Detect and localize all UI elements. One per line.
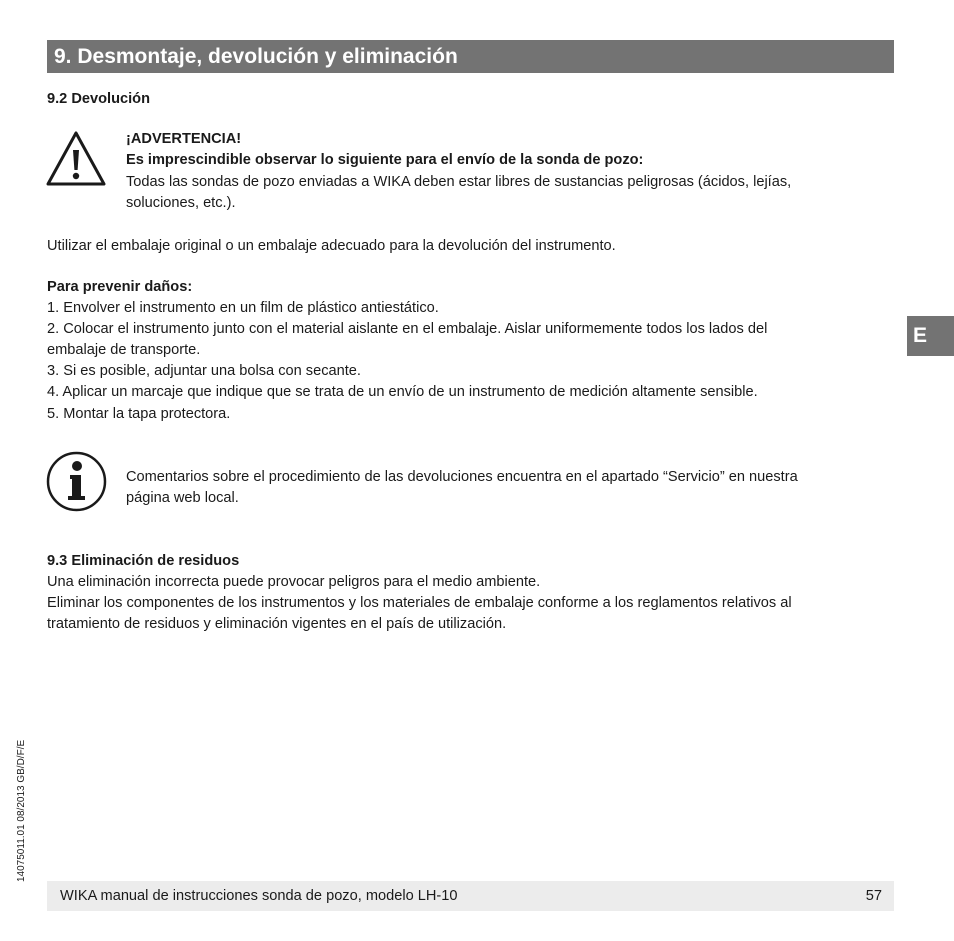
document-code: 14075011.01 08/2013 GB/D/F/E (16, 739, 27, 882)
footer-text: WIKA manual de instrucciones sonda de pozo, modelo LH-10 (60, 888, 458, 904)
disposal-text-line-3: tratamiento de residuos y eliminación vigentes en el país de utilización. (47, 616, 507, 632)
warning-icon (45, 130, 107, 187)
warning-bold-line: Es imprescindible observar lo siguiente para el envío de la sonda de pozo: (126, 152, 644, 168)
prevent-damage-heading: Para prevenir daños: (47, 279, 193, 295)
chapter-title: 9. Desmontaje, devolución y eliminación (47, 40, 894, 73)
warning-text-line-1: Todas las sondas de pozo enviadas a WIKA deben estar libres de sustancias peligrosas (ácidos, lejías, (126, 174, 792, 190)
list-item: 5. Montar la tapa protectora. (47, 406, 231, 422)
language-tab: E (907, 316, 954, 356)
warning-title: ¡ADVERTENCIA! (126, 131, 242, 147)
list-item: 4. Aplicar un marcaje que indique que se trata de un envío de un instrumento de medición altamente sensible. (47, 384, 758, 400)
warning-text-line-2: soluciones, etc.). (126, 195, 236, 211)
disposal-text-line-2: Eliminar los componentes de los instrumentos y los materiales de embalaje conforme a los reglamentos relativos al (47, 595, 792, 611)
page-footer (47, 881, 894, 911)
list-item: 1. Envolver el instrumento en un film de plástico antiestático. (47, 300, 439, 316)
section-heading-devolucion: 9.2 Devolución (47, 91, 150, 107)
info-text-line-2: página web local. (126, 490, 239, 506)
info-icon (46, 451, 107, 512)
info-text-line-1: Comentarios sobre el procedimiento de las devoluciones encuentra en el apartado “Servicio” en nuestra (126, 469, 798, 485)
list-item: 3. Si es posible, adjuntar una bolsa con secante. (47, 363, 361, 379)
list-item-continuation: embalaje de transporte. (47, 342, 201, 358)
packaging-note: Utilizar el embalaje original o un embalaje adecuado para la devolución del instrumento. (47, 238, 616, 254)
disposal-text-line-1: Una eliminación incorrecta puede provocar peligros para el medio ambiente. (47, 574, 541, 590)
list-item: 2. Colocar el instrumento junto con el material aislante en el embalaje. Aislar uniformemente todos los lados del (47, 321, 768, 337)
section-heading-eliminacion: 9.3 Eliminación de residuos (47, 553, 240, 569)
page-number: 57 (865, 888, 882, 904)
